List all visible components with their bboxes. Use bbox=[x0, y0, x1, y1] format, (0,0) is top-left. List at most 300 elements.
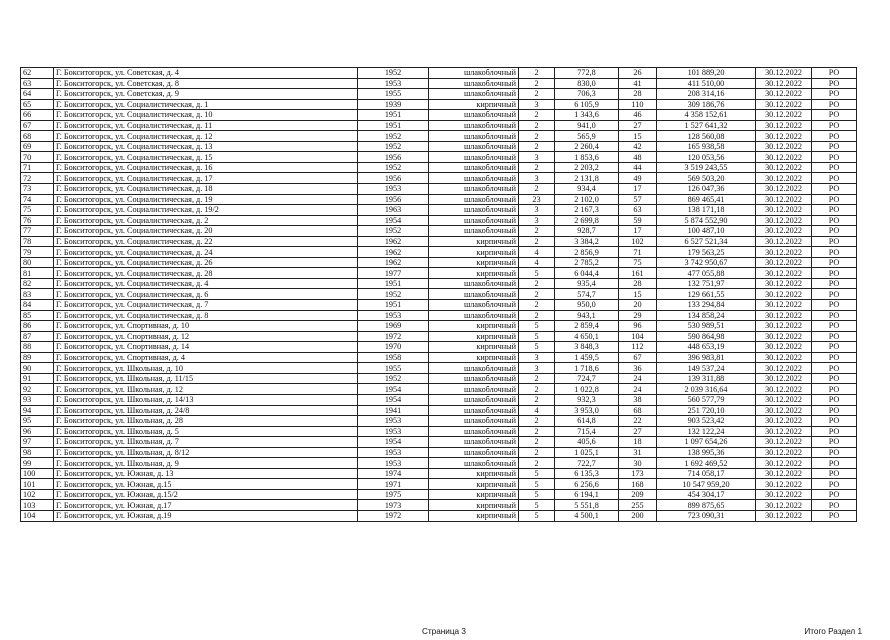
code-cell: РО bbox=[812, 510, 857, 521]
address-cell: Г. Бокситогорск, ул. Социалистическая, д. 6 bbox=[54, 289, 358, 300]
address-cell: Г. Бокситогорск, ул. Спортивная, д. 12 bbox=[54, 331, 358, 342]
wall-material-cell: шлакоблочный bbox=[429, 300, 519, 311]
housing-register-table bbox=[20, 67, 857, 522]
amount-cell: 1 527 641,32 bbox=[657, 120, 756, 131]
code-cell: РО bbox=[812, 447, 857, 458]
floors-cell: 2 bbox=[519, 394, 555, 405]
floors-cell: 5 bbox=[519, 510, 555, 521]
code-cell: РО bbox=[812, 120, 857, 131]
amount-cell: 477 055,88 bbox=[657, 268, 756, 279]
floors-cell: 2 bbox=[519, 447, 555, 458]
code-cell: РО bbox=[812, 416, 857, 427]
table-row bbox=[21, 426, 857, 437]
row-number: 65 bbox=[21, 99, 54, 110]
address-cell: Г. Бокситогорск, ул. Школьная, д. 8/12 bbox=[54, 447, 358, 458]
row-number: 64 bbox=[21, 89, 54, 100]
address-cell: Г. Бокситогорск, ул. Южная, д. 13 bbox=[54, 468, 358, 479]
amount-cell: 129 661,55 bbox=[657, 289, 756, 300]
table-row bbox=[21, 120, 857, 131]
wall-material-cell: кирпичный bbox=[429, 479, 519, 490]
row-number: 79 bbox=[21, 247, 54, 258]
date-cell: 30.12.2022 bbox=[756, 363, 812, 374]
date-cell: 30.12.2022 bbox=[756, 405, 812, 416]
table-row bbox=[21, 437, 857, 448]
floors-cell: 5 bbox=[519, 500, 555, 511]
area-cell: 941,0 bbox=[555, 120, 619, 131]
area-cell: 574,7 bbox=[555, 289, 619, 300]
wall-material-cell: шлакоблочный bbox=[429, 447, 519, 458]
row-number: 71 bbox=[21, 162, 54, 173]
table-row bbox=[21, 342, 857, 353]
date-cell: 30.12.2022 bbox=[756, 247, 812, 258]
area-cell: 928,7 bbox=[555, 226, 619, 237]
row-number: 78 bbox=[21, 236, 54, 247]
area-cell: 3 848,3 bbox=[555, 342, 619, 353]
wall-material-cell: кирпичный bbox=[429, 331, 519, 342]
floors-cell: 2 bbox=[519, 384, 555, 395]
wall-material-cell: кирпичный bbox=[429, 247, 519, 258]
date-cell: 30.12.2022 bbox=[756, 489, 812, 500]
code-cell: РО bbox=[812, 405, 857, 416]
apartments-cell: 22 bbox=[619, 416, 657, 427]
table-row bbox=[21, 479, 857, 490]
table-row bbox=[21, 247, 857, 258]
year-built-cell: 1972 bbox=[358, 331, 429, 342]
amount-cell: 251 720,10 bbox=[657, 405, 756, 416]
year-built-cell: 1951 bbox=[358, 110, 429, 121]
row-number: 68 bbox=[21, 131, 54, 142]
date-cell: 30.12.2022 bbox=[756, 458, 812, 469]
table-row bbox=[21, 468, 857, 479]
amount-cell: 1 692 469,52 bbox=[657, 458, 756, 469]
year-built-cell: 1952 bbox=[358, 373, 429, 384]
address-cell: Г. Бокситогорск, ул. Школьная, д. 11/15 bbox=[54, 373, 358, 384]
apartments-cell: 26 bbox=[619, 68, 657, 79]
apartments-cell: 68 bbox=[619, 405, 657, 416]
row-number: 97 bbox=[21, 437, 54, 448]
year-built-cell: 1958 bbox=[358, 352, 429, 363]
table-row bbox=[21, 215, 857, 226]
row-number: 85 bbox=[21, 310, 54, 321]
year-built-cell: 1941 bbox=[358, 405, 429, 416]
address-cell: Г. Бокситогорск, ул. Спортивная, д. 14 bbox=[54, 342, 358, 353]
amount-cell: 179 563,25 bbox=[657, 247, 756, 258]
code-cell: РО bbox=[812, 373, 857, 384]
date-cell: 30.12.2022 bbox=[756, 510, 812, 521]
wall-material-cell: кирпичный bbox=[429, 268, 519, 279]
wall-material-cell: шлакоблочный bbox=[429, 384, 519, 395]
table-row bbox=[21, 268, 857, 279]
year-built-cell: 1955 bbox=[358, 363, 429, 374]
date-cell: 30.12.2022 bbox=[756, 426, 812, 437]
row-number: 70 bbox=[21, 152, 54, 163]
amount-cell: 4 358 152,61 bbox=[657, 110, 756, 121]
year-built-cell: 1956 bbox=[358, 194, 429, 205]
apartments-cell: 48 bbox=[619, 152, 657, 163]
year-built-cell: 1952 bbox=[358, 289, 429, 300]
row-number: 94 bbox=[21, 405, 54, 416]
date-cell: 30.12.2022 bbox=[756, 268, 812, 279]
table-row bbox=[21, 236, 857, 247]
date-cell: 30.12.2022 bbox=[756, 437, 812, 448]
row-number: 66 bbox=[21, 110, 54, 121]
area-cell: 1 025,1 bbox=[555, 447, 619, 458]
code-cell: РО bbox=[812, 278, 857, 289]
code-cell: РО bbox=[812, 141, 857, 152]
wall-material-cell: шлакоблочный bbox=[429, 363, 519, 374]
code-cell: РО bbox=[812, 236, 857, 247]
table-row bbox=[21, 373, 857, 384]
year-built-cell: 1953 bbox=[358, 458, 429, 469]
apartments-cell: 200 bbox=[619, 510, 657, 521]
floors-cell: 3 bbox=[519, 152, 555, 163]
wall-material-cell: шлакоблочный bbox=[429, 152, 519, 163]
amount-cell: 454 304,17 bbox=[657, 489, 756, 500]
table-row bbox=[21, 447, 857, 458]
address-cell: Г. Бокситогорск, ул. Социалистическая, д. 18 bbox=[54, 184, 358, 195]
code-cell: РО bbox=[812, 289, 857, 300]
floors-cell: 23 bbox=[519, 194, 555, 205]
row-number: 95 bbox=[21, 416, 54, 427]
year-built-cell: 1953 bbox=[358, 426, 429, 437]
apartments-cell: 49 bbox=[619, 173, 657, 184]
address-cell: Г. Бокситогорск, ул. Социалистическая, д. 26 bbox=[54, 257, 358, 268]
year-built-cell: 1963 bbox=[358, 205, 429, 216]
code-cell: РО bbox=[812, 352, 857, 363]
area-cell: 1 022,8 bbox=[555, 384, 619, 395]
amount-cell: 309 186,76 bbox=[657, 99, 756, 110]
address-cell: Г. Бокситогорск, ул. Южная, д.19 bbox=[54, 510, 358, 521]
date-cell: 30.12.2022 bbox=[756, 373, 812, 384]
date-cell: 30.12.2022 bbox=[756, 78, 812, 89]
row-number: 96 bbox=[21, 426, 54, 437]
area-cell: 1 459,5 bbox=[555, 352, 619, 363]
area-cell: 830,0 bbox=[555, 78, 619, 89]
row-number: 86 bbox=[21, 321, 54, 332]
apartments-cell: 41 bbox=[619, 78, 657, 89]
table-row bbox=[21, 152, 857, 163]
table-row bbox=[21, 278, 857, 289]
amount-cell: 101 889,20 bbox=[657, 68, 756, 79]
address-cell: Г. Бокситогорск, ул. Социалистическая, д. 28 bbox=[54, 268, 358, 279]
wall-material-cell: шлакоблочный bbox=[429, 394, 519, 405]
amount-cell: 134 858,24 bbox=[657, 310, 756, 321]
amount-cell: 3 519 243,55 bbox=[657, 162, 756, 173]
row-number: 72 bbox=[21, 173, 54, 184]
wall-material-cell: шлакоблочный bbox=[429, 226, 519, 237]
amount-cell: 590 864,98 bbox=[657, 331, 756, 342]
area-cell: 2 167,3 bbox=[555, 205, 619, 216]
floors-cell: 4 bbox=[519, 257, 555, 268]
area-cell: 1 853,6 bbox=[555, 152, 619, 163]
date-cell: 30.12.2022 bbox=[756, 120, 812, 131]
area-cell: 5 551,8 bbox=[555, 500, 619, 511]
year-built-cell: 1977 bbox=[358, 268, 429, 279]
apartments-cell: 96 bbox=[619, 321, 657, 332]
table-row bbox=[21, 300, 857, 311]
date-cell: 30.12.2022 bbox=[756, 416, 812, 427]
table-row bbox=[21, 331, 857, 342]
apartments-cell: 30 bbox=[619, 458, 657, 469]
apartments-cell: 15 bbox=[619, 131, 657, 142]
date-cell: 30.12.2022 bbox=[756, 352, 812, 363]
date-cell: 30.12.2022 bbox=[756, 162, 812, 173]
floors-cell: 5 bbox=[519, 479, 555, 490]
apartments-cell: 112 bbox=[619, 342, 657, 353]
wall-material-cell: кирпичный bbox=[429, 236, 519, 247]
area-cell: 772,8 bbox=[555, 68, 619, 79]
apartments-cell: 24 bbox=[619, 373, 657, 384]
address-cell: Г. Бокситогорск, ул. Советская, д. 9 bbox=[54, 89, 358, 100]
table-row bbox=[21, 68, 857, 79]
table-body bbox=[21, 68, 857, 522]
address-cell: Г. Бокситогорск, ул. Социалистическая, д. 2 bbox=[54, 215, 358, 226]
page-number: Страница 3 bbox=[422, 627, 466, 636]
amount-cell: 132 122,24 bbox=[657, 426, 756, 437]
year-built-cell: 1975 bbox=[358, 489, 429, 500]
row-number: 69 bbox=[21, 141, 54, 152]
amount-cell: 448 653,19 bbox=[657, 342, 756, 353]
amount-cell: 2 039 316,64 bbox=[657, 384, 756, 395]
amount-cell: 133 294,84 bbox=[657, 300, 756, 311]
area-cell: 6 044,4 bbox=[555, 268, 619, 279]
table-row bbox=[21, 162, 857, 173]
table-row bbox=[21, 99, 857, 110]
area-cell: 950,0 bbox=[555, 300, 619, 311]
wall-material-cell: шлакоблочный bbox=[429, 426, 519, 437]
year-built-cell: 1969 bbox=[358, 321, 429, 332]
apartments-cell: 161 bbox=[619, 268, 657, 279]
area-cell: 6 105,9 bbox=[555, 99, 619, 110]
row-number: 100 bbox=[21, 468, 54, 479]
row-number: 75 bbox=[21, 205, 54, 216]
year-built-cell: 1951 bbox=[358, 278, 429, 289]
date-cell: 30.12.2022 bbox=[756, 289, 812, 300]
floors-cell: 2 bbox=[519, 373, 555, 384]
table-row bbox=[21, 257, 857, 268]
amount-cell: 138 995,36 bbox=[657, 447, 756, 458]
wall-material-cell: шлакоблочный bbox=[429, 120, 519, 131]
wall-material-cell: шлакоблочный bbox=[429, 205, 519, 216]
address-cell: Г. Бокситогорск, ул. Советская, д. 4 bbox=[54, 68, 358, 79]
wall-material-cell: шлакоблочный bbox=[429, 194, 519, 205]
wall-material-cell: шлакоблочный bbox=[429, 310, 519, 321]
year-built-cell: 1939 bbox=[358, 99, 429, 110]
year-built-cell: 1953 bbox=[358, 78, 429, 89]
year-built-cell: 1952 bbox=[358, 226, 429, 237]
year-built-cell: 1974 bbox=[358, 468, 429, 479]
amount-cell: 714 058,17 bbox=[657, 468, 756, 479]
amount-cell: 899 875,65 bbox=[657, 500, 756, 511]
floors-cell: 2 bbox=[519, 184, 555, 195]
row-number: 104 bbox=[21, 510, 54, 521]
row-number: 103 bbox=[21, 500, 54, 511]
floors-cell: 3 bbox=[519, 352, 555, 363]
wall-material-cell: кирпичный bbox=[429, 321, 519, 332]
table-row bbox=[21, 384, 857, 395]
date-cell: 30.12.2022 bbox=[756, 215, 812, 226]
apartments-cell: 67 bbox=[619, 352, 657, 363]
date-cell: 30.12.2022 bbox=[756, 226, 812, 237]
code-cell: РО bbox=[812, 300, 857, 311]
table-row bbox=[21, 184, 857, 195]
apartments-cell: 28 bbox=[619, 89, 657, 100]
row-number: 87 bbox=[21, 331, 54, 342]
date-cell: 30.12.2022 bbox=[756, 236, 812, 247]
address-cell: Г. Бокситогорск, ул. Южная, д.17 bbox=[54, 500, 358, 511]
area-cell: 1 718,6 bbox=[555, 363, 619, 374]
row-number: 83 bbox=[21, 289, 54, 300]
row-number: 84 bbox=[21, 300, 54, 311]
apartments-cell: 27 bbox=[619, 120, 657, 131]
apartments-cell: 29 bbox=[619, 310, 657, 321]
floors-cell: 2 bbox=[519, 162, 555, 173]
row-number: 82 bbox=[21, 278, 54, 289]
date-cell: 30.12.2022 bbox=[756, 500, 812, 511]
code-cell: РО bbox=[812, 184, 857, 195]
address-cell: Г. Бокситогорск, ул. Социалистическая, д. 7 bbox=[54, 300, 358, 311]
row-number: 76 bbox=[21, 215, 54, 226]
year-built-cell: 1952 bbox=[358, 131, 429, 142]
floors-cell: 2 bbox=[519, 437, 555, 448]
floors-cell: 2 bbox=[519, 131, 555, 142]
year-built-cell: 1956 bbox=[358, 173, 429, 184]
floors-cell: 3 bbox=[519, 363, 555, 374]
address-cell: Г. Бокситогорск, ул. Школьная, д. 28 bbox=[54, 416, 358, 427]
row-number: 67 bbox=[21, 120, 54, 131]
address-cell: Г. Бокситогорск, ул. Спортивная, д. 4 bbox=[54, 352, 358, 363]
year-built-cell: 1953 bbox=[358, 184, 429, 195]
address-cell: Г. Бокситогорск, ул. Школьная, д. 9 bbox=[54, 458, 358, 469]
address-cell: Г. Бокситогорск, ул. Социалистическая, д. 19 bbox=[54, 194, 358, 205]
floors-cell: 5 bbox=[519, 342, 555, 353]
row-number: 63 bbox=[21, 78, 54, 89]
address-cell: Г. Бокситогорск, ул. Социалистическая, д. 19/2 bbox=[54, 205, 358, 216]
date-cell: 30.12.2022 bbox=[756, 141, 812, 152]
address-cell: Г. Бокситогорск, ул. Социалистическая, д. 16 bbox=[54, 162, 358, 173]
code-cell: РО bbox=[812, 268, 857, 279]
floors-cell: 2 bbox=[519, 310, 555, 321]
table-row bbox=[21, 194, 857, 205]
floors-cell: 2 bbox=[519, 89, 555, 100]
apartments-cell: 17 bbox=[619, 226, 657, 237]
wall-material-cell: шлакоблочный bbox=[429, 215, 519, 226]
year-built-cell: 1962 bbox=[358, 257, 429, 268]
code-cell: РО bbox=[812, 68, 857, 79]
apartments-cell: 27 bbox=[619, 426, 657, 437]
row-number: 101 bbox=[21, 479, 54, 490]
year-built-cell: 1953 bbox=[358, 310, 429, 321]
code-cell: РО bbox=[812, 458, 857, 469]
wall-material-cell: кирпичный bbox=[429, 342, 519, 353]
code-cell: РО bbox=[812, 226, 857, 237]
row-number: 62 bbox=[21, 68, 54, 79]
floors-cell: 2 bbox=[519, 278, 555, 289]
floors-cell: 2 bbox=[519, 300, 555, 311]
amount-cell: 120 053,56 bbox=[657, 152, 756, 163]
code-cell: РО bbox=[812, 194, 857, 205]
address-cell: Г. Бокситогорск, ул. Социалистическая, д. 13 bbox=[54, 141, 358, 152]
year-built-cell: 1962 bbox=[358, 236, 429, 247]
apartments-cell: 44 bbox=[619, 162, 657, 173]
apartments-cell: 36 bbox=[619, 363, 657, 374]
date-cell: 30.12.2022 bbox=[756, 278, 812, 289]
year-built-cell: 1956 bbox=[358, 152, 429, 163]
area-cell: 934,4 bbox=[555, 184, 619, 195]
wall-material-cell: шлакоблочный bbox=[429, 110, 519, 121]
address-cell: Г. Бокситогорск, ул. Социалистическая, д. 22 bbox=[54, 236, 358, 247]
date-cell: 30.12.2022 bbox=[756, 152, 812, 163]
table-row bbox=[21, 489, 857, 500]
code-cell: РО bbox=[812, 342, 857, 353]
year-built-cell: 1955 bbox=[358, 89, 429, 100]
amount-cell: 560 577,79 bbox=[657, 394, 756, 405]
amount-cell: 132 751,97 bbox=[657, 278, 756, 289]
year-built-cell: 1951 bbox=[358, 300, 429, 311]
code-cell: РО bbox=[812, 131, 857, 142]
wall-material-cell: шлакоблочный bbox=[429, 437, 519, 448]
table-row bbox=[21, 510, 857, 521]
floors-cell: 2 bbox=[519, 458, 555, 469]
table-row bbox=[21, 310, 857, 321]
row-number: 92 bbox=[21, 384, 54, 395]
date-cell: 30.12.2022 bbox=[756, 205, 812, 216]
apartments-cell: 18 bbox=[619, 437, 657, 448]
date-cell: 30.12.2022 bbox=[756, 310, 812, 321]
wall-material-cell: шлакоблочный bbox=[429, 141, 519, 152]
amount-cell: 139 311,88 bbox=[657, 373, 756, 384]
amount-cell: 5 874 552,90 bbox=[657, 215, 756, 226]
year-built-cell: 1954 bbox=[358, 394, 429, 405]
code-cell: РО bbox=[812, 89, 857, 100]
apartments-cell: 38 bbox=[619, 394, 657, 405]
apartments-cell: 173 bbox=[619, 468, 657, 479]
date-cell: 30.12.2022 bbox=[756, 68, 812, 79]
area-cell: 6 135,3 bbox=[555, 468, 619, 479]
area-cell: 932,3 bbox=[555, 394, 619, 405]
floors-cell: 2 bbox=[519, 236, 555, 247]
code-cell: РО bbox=[812, 331, 857, 342]
row-number: 80 bbox=[21, 257, 54, 268]
table-row bbox=[21, 205, 857, 216]
address-cell: Г. Бокситогорск, ул. Социалистическая, д. 17 bbox=[54, 173, 358, 184]
amount-cell: 3 742 950,67 bbox=[657, 257, 756, 268]
floors-cell: 2 bbox=[519, 426, 555, 437]
address-cell: Г. Бокситогорск, ул. Школьная, д. 7 bbox=[54, 437, 358, 448]
date-cell: 30.12.2022 bbox=[756, 447, 812, 458]
floors-cell: 5 bbox=[519, 468, 555, 479]
date-cell: 30.12.2022 bbox=[756, 342, 812, 353]
address-cell: Г. Бокситогорск, ул. Социалистическая, д. 1 bbox=[54, 99, 358, 110]
wall-material-cell: кирпичный bbox=[429, 500, 519, 511]
year-built-cell: 1952 bbox=[358, 141, 429, 152]
date-cell: 30.12.2022 bbox=[756, 479, 812, 490]
year-built-cell: 1951 bbox=[358, 120, 429, 131]
year-built-cell: 1954 bbox=[358, 215, 429, 226]
address-cell: Г. Бокситогорск, ул. Социалистическая, д. 8 bbox=[54, 310, 358, 321]
code-cell: РО bbox=[812, 205, 857, 216]
floors-cell: 4 bbox=[519, 405, 555, 416]
year-built-cell: 1973 bbox=[358, 500, 429, 511]
section-total-label: Итого Раздел 1 bbox=[804, 627, 862, 636]
address-cell: Г. Бокситогорск, ул. Школьная, д. 24/8 bbox=[54, 405, 358, 416]
date-cell: 30.12.2022 bbox=[756, 131, 812, 142]
area-cell: 724,7 bbox=[555, 373, 619, 384]
date-cell: 30.12.2022 bbox=[756, 173, 812, 184]
area-cell: 6 256,6 bbox=[555, 479, 619, 490]
code-cell: РО bbox=[812, 173, 857, 184]
date-cell: 30.12.2022 bbox=[756, 468, 812, 479]
